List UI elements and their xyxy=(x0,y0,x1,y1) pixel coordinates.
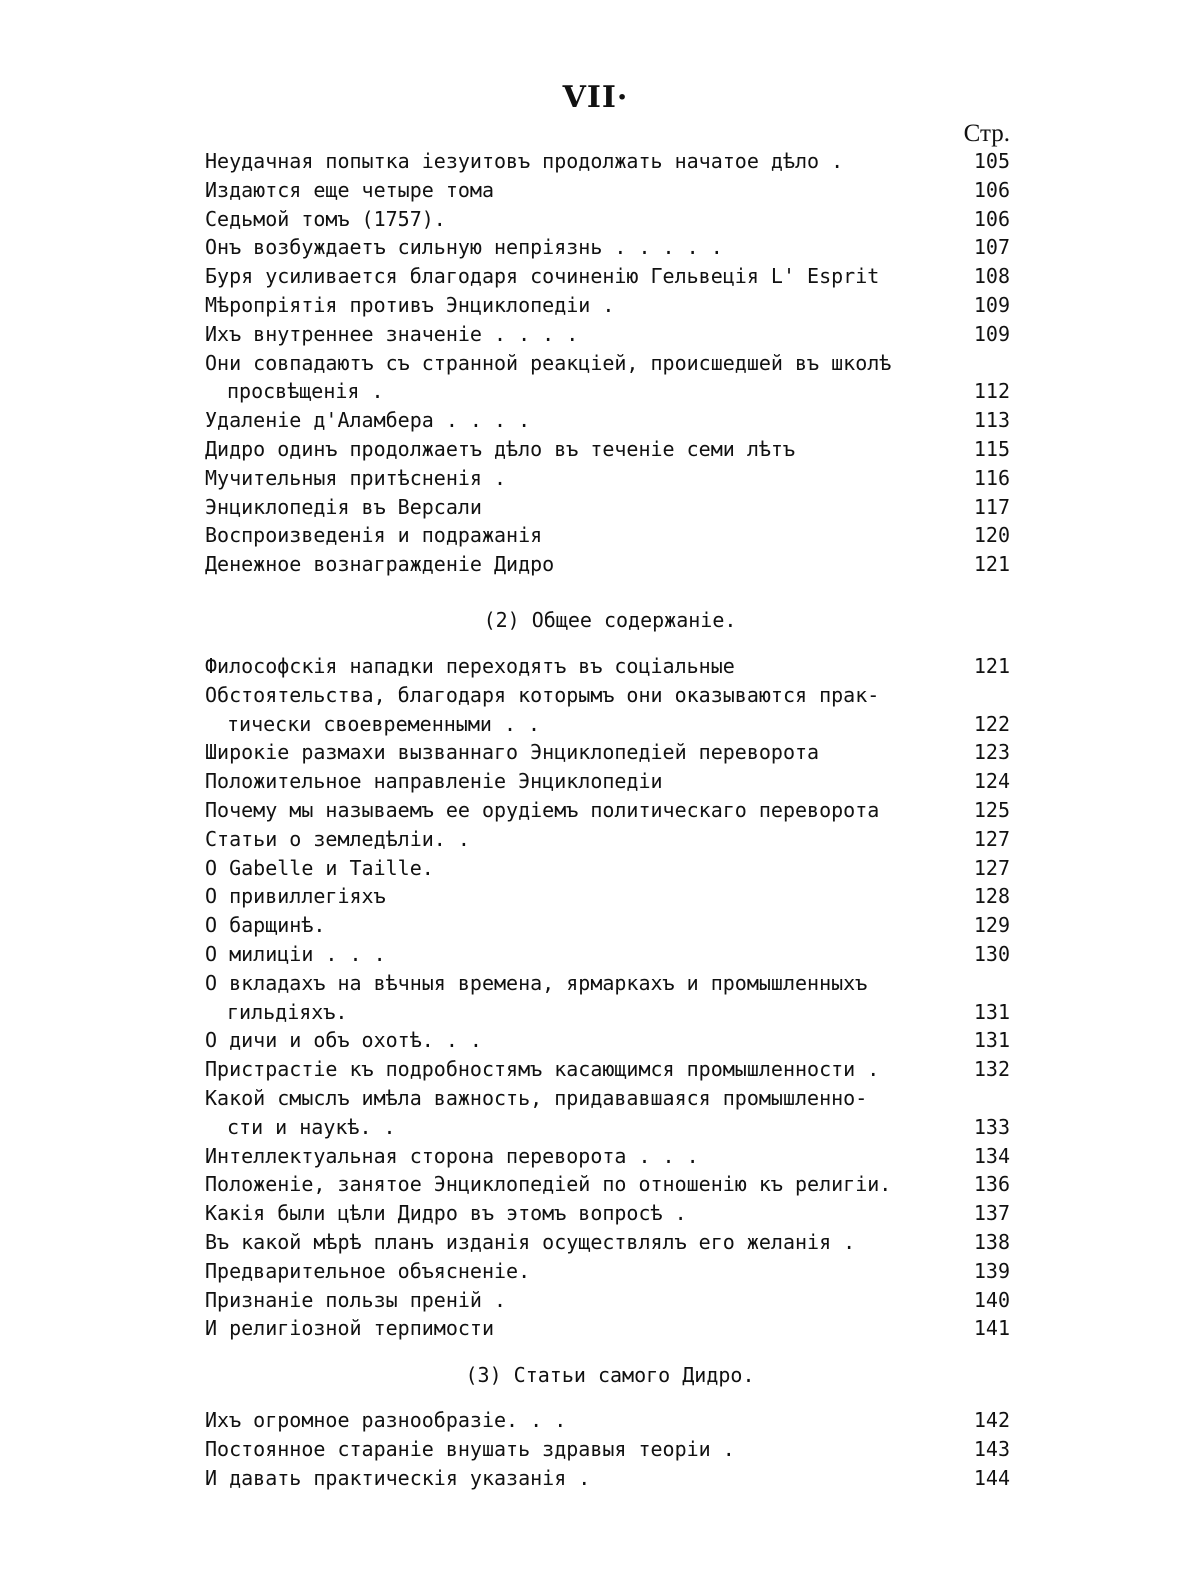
toc-entry xyxy=(205,291,1015,320)
toc-entry-page: 109 xyxy=(973,321,1010,346)
toc-entry xyxy=(205,1435,1015,1464)
toc-entry-page: 136 xyxy=(973,1172,1010,1197)
toc-entry-page: 106 xyxy=(973,177,1010,202)
toc-entry-page: 125 xyxy=(973,797,1010,822)
toc-section-1 xyxy=(205,147,1015,579)
toc-entry xyxy=(205,233,1015,262)
toc-entry xyxy=(205,1113,1015,1142)
toc-entry-title: Интеллектуальная сторона переворота . . . xyxy=(205,1143,699,1168)
toc-entry xyxy=(205,1286,1015,1315)
toc-entry-page: 139 xyxy=(973,1258,1010,1283)
toc-entry-title: Буря усиливается благодаря сочиненію Гельвеція L' Esprit xyxy=(205,264,880,289)
toc-entry xyxy=(205,493,1015,522)
toc-entry-page: 143 xyxy=(973,1436,1010,1461)
toc-entry-page: 137 xyxy=(973,1201,1010,1226)
toc-entry-title: Философскія нападки переходятъ въ соціальные xyxy=(205,654,735,678)
toc-entry-title: Мѣропріятія противъ Энциклопедіи . xyxy=(205,292,615,317)
toc-entry xyxy=(205,205,1015,234)
toc-entry xyxy=(205,882,1015,911)
toc-entry xyxy=(205,796,1015,825)
toc-entry xyxy=(205,652,1015,681)
section-heading-2: (2) Общее содержаніе. xyxy=(483,608,737,632)
toc-entry-page: 132 xyxy=(973,1057,1010,1082)
toc-entry-title: гильдіяхъ. xyxy=(227,999,348,1024)
toc-entry-title: Статьи о земледѣліи. . xyxy=(205,826,470,851)
toc-entry-title: Пристрастіе къ подробностямъ касающимся промышленности . xyxy=(205,1057,880,1082)
toc-entry-title: О дичи и объ охотѣ. . . xyxy=(205,1028,482,1053)
toc-entry xyxy=(205,681,1015,710)
toc-entry xyxy=(205,464,1015,493)
page-number: VII· xyxy=(562,80,629,115)
toc-entry-title: Издаются еще четыре тома xyxy=(205,177,494,202)
toc-section-3 xyxy=(205,1406,1015,1492)
toc-entry-title: О Gabelle и Taille. xyxy=(205,855,434,880)
toc-entry xyxy=(205,176,1015,205)
toc-entry-page: 142 xyxy=(973,1408,1010,1432)
toc-entry xyxy=(205,998,1015,1027)
toc-entry xyxy=(205,349,1015,378)
toc-entry-title: Ихъ огромное разнообразіе. . . xyxy=(205,1408,567,1432)
toc-entry-title: Признаніе пользы преній . xyxy=(205,1287,507,1312)
toc-entry-title: Дидро одинъ продолжаетъ дѣло въ теченіе семи лѣтъ xyxy=(205,436,796,461)
toc-entry-title: Постоянное стараніе внушать здравыя теоріи . xyxy=(205,1436,735,1461)
toc-entry-page: 115 xyxy=(973,436,1010,461)
toc-entry-title: Энциклопедія въ Версали xyxy=(205,494,482,519)
toc-entry-page: 133 xyxy=(973,1114,1010,1139)
toc-entry-page: 120 xyxy=(973,523,1010,548)
toc-entry xyxy=(205,1464,1015,1493)
toc-entry-title: Мучительныя притѣсненія . xyxy=(205,465,507,490)
toc-entry-page: 130 xyxy=(973,941,1010,966)
toc-entry-title: Какія были цѣли Дидро въ этомъ вопросѣ . xyxy=(205,1201,687,1226)
toc-entry-page: 121 xyxy=(973,654,1010,678)
toc-entry-page: 109 xyxy=(973,292,1010,317)
toc-entry-page: 127 xyxy=(973,826,1010,851)
toc-entry-page: 121 xyxy=(973,552,1010,577)
toc-entry-title: Обстоятельства, благодаря которымъ они оказываются прак- xyxy=(205,682,880,707)
toc-entry xyxy=(205,1084,1015,1113)
toc-entry-page: 105 xyxy=(973,149,1010,173)
toc-entry xyxy=(205,969,1015,998)
toc-entry-title: Воспроизведенія и подражанія xyxy=(205,523,543,548)
toc-entry-page: 108 xyxy=(973,264,1010,289)
toc-entry xyxy=(205,550,1015,579)
toc-entry xyxy=(205,911,1015,940)
toc-entry-page: 124 xyxy=(973,769,1010,794)
toc-entry xyxy=(205,767,1015,796)
toc-entry xyxy=(205,940,1015,969)
toc-entry-title: Они совпадаютъ съ странной реакціей, происшедшей въ школѣ xyxy=(205,350,892,375)
toc-entry-title: Почему мы называемъ ее орудіемъ политическаго переворота xyxy=(205,797,880,822)
toc-entry xyxy=(205,406,1015,435)
toc-entry xyxy=(205,1228,1015,1257)
toc-entry xyxy=(205,1314,1015,1343)
toc-entry-title: О вкладахъ на вѣчныя времена, ярмаркахъ и промышленныхъ xyxy=(205,970,868,995)
toc-entry-title: Неудачная попытка іезуитовъ продолжать начатое дѣло . xyxy=(205,149,844,173)
toc-entry xyxy=(205,147,1015,176)
toc-entry-title: Въ какой мѣрѣ планъ изданія осуществлялъ его желанія . xyxy=(205,1229,856,1254)
toc-entry-page: 116 xyxy=(973,465,1010,490)
toc-entry xyxy=(205,825,1015,854)
toc-section-2 xyxy=(205,652,1015,1343)
toc-entry-page: 144 xyxy=(973,1465,1010,1490)
toc-entry xyxy=(205,377,1015,406)
toc-entry-title: просвѣщенія . xyxy=(227,379,384,404)
page-column-header: Стр. xyxy=(963,120,1010,147)
section-heading-3: (3) Статьи самого Дидро. xyxy=(465,1363,755,1387)
toc-entry-title: Предварительное объясненіе. xyxy=(205,1258,531,1283)
toc-entry xyxy=(205,854,1015,883)
toc-entry-page: 128 xyxy=(973,884,1010,909)
toc-entry xyxy=(205,710,1015,739)
toc-entry-page: 123 xyxy=(973,740,1010,765)
toc-entry-page: 134 xyxy=(973,1143,1010,1168)
toc-entry-page: 106 xyxy=(973,206,1010,231)
toc-entry-page: 131 xyxy=(973,1028,1010,1053)
toc-entry xyxy=(205,435,1015,464)
toc-entry-page: 122 xyxy=(973,711,1010,736)
toc-entry xyxy=(205,1199,1015,1228)
toc-entry-page: 127 xyxy=(973,855,1010,880)
toc-entry xyxy=(205,262,1015,291)
toc-entry xyxy=(205,1026,1015,1055)
toc-entry-title: Седьмой томъ (1757). xyxy=(205,206,446,231)
toc-entry-title: Денежное вознагражденіе Дидро xyxy=(205,552,555,577)
toc-entry-page: 107 xyxy=(973,235,1010,260)
toc-entry-title: Какой смыслъ имѣла важность, придававшаяся промышленно- xyxy=(205,1085,868,1110)
toc-entry xyxy=(205,320,1015,349)
toc-entry xyxy=(205,1406,1015,1435)
toc-entry xyxy=(205,1170,1015,1199)
toc-entry-page: 113 xyxy=(973,408,1010,433)
toc-entry-page: 141 xyxy=(973,1316,1010,1341)
toc-entry-title: тически своевременными . . xyxy=(227,711,541,736)
toc-entry-title: О милиціи . . . xyxy=(205,941,386,966)
toc-entry-page: 129 xyxy=(973,913,1010,938)
toc-entry xyxy=(205,1257,1015,1286)
toc-entry-page: 112 xyxy=(973,379,1010,404)
toc-entry-title: Онъ возбуждаетъ сильную непріязнь . . . . . xyxy=(205,235,723,260)
toc-entry xyxy=(205,1142,1015,1171)
toc-entry-title: О привиллегіяхъ xyxy=(205,884,386,909)
toc-entry-title: И религіозной терпимости xyxy=(205,1316,494,1341)
toc-entry xyxy=(205,1055,1015,1084)
toc-entry xyxy=(205,738,1015,767)
toc-entry-page: 117 xyxy=(973,494,1010,519)
toc-entry-title: сти и наукѣ. . xyxy=(227,1114,396,1139)
toc-entry-page: 140 xyxy=(973,1287,1010,1312)
toc-entry-title: Положительное направленіе Энциклопедіи xyxy=(205,769,663,794)
toc-entry-page: 131 xyxy=(973,999,1010,1024)
toc-entry-title: Широкіе размахи вызваннаго Энциклопедіей переворота xyxy=(205,740,820,765)
toc-entry-title: Удаленіе д'Аламбера . . . . xyxy=(205,408,531,433)
toc-entry xyxy=(205,521,1015,550)
toc-entry-title: Ихъ внутреннее значеніе . . . . xyxy=(205,321,579,346)
toc-entry-title: О барщинѣ. xyxy=(205,913,326,938)
toc-entry-title: Положеніе, занятое Энциклопедіей по отношенію къ религіи. xyxy=(205,1172,892,1197)
toc-entry-title: И давать практическія указанія . xyxy=(205,1465,591,1490)
toc-entry-page: 138 xyxy=(973,1229,1010,1254)
